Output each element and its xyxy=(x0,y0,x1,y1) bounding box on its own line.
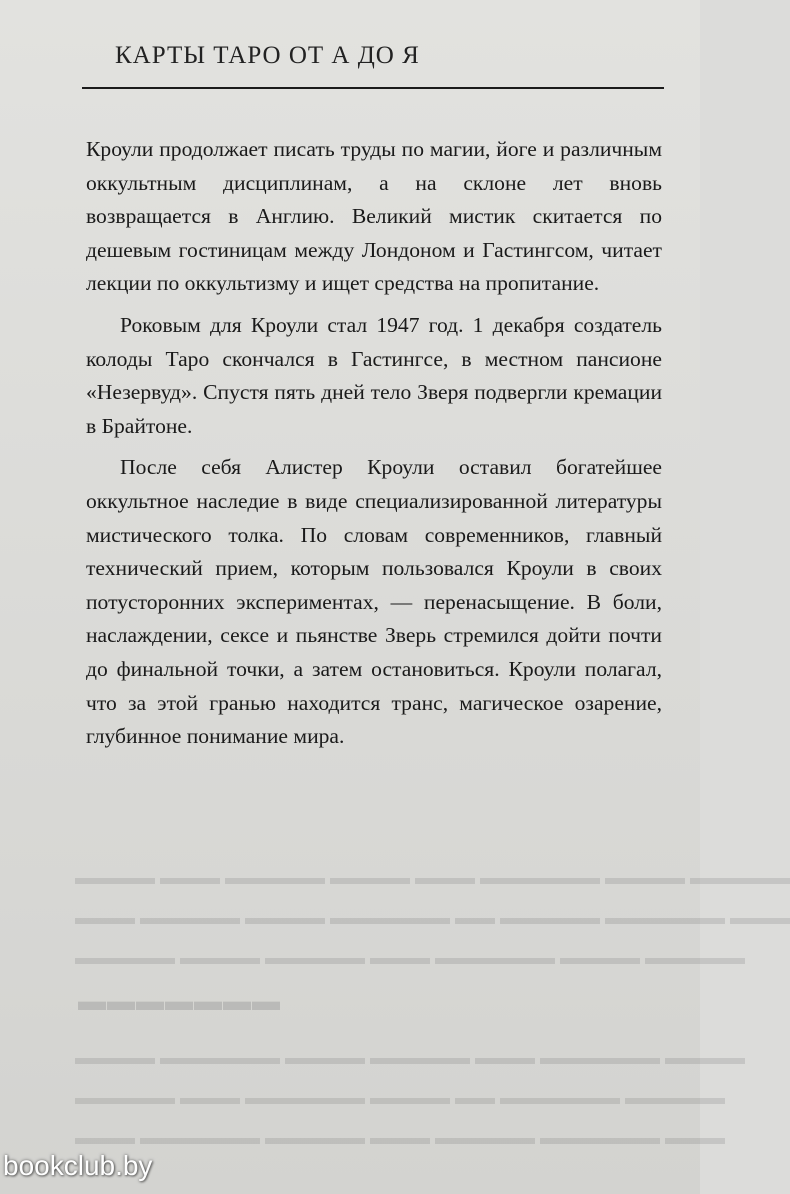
paragraph-3: После себя Алистер Кроули оставил богатейшее оккультное наследие в виде специализированной литературы мистического толка. По словам современников, главный технический прием, которым пользовался Кроули в своих потусторонних экспериментах, — перенасыщение. В боли, наслаждении, сексе и пьянстве Зверь стремился дойти почти до финальной точки, а затем остановиться. Кроули полагал, что за этой гранью находится транс, магическое озарение, глубинное понимание мира. xyxy=(86,455,662,749)
show-through-heading: ▬▬▬▬▬▬▬ xyxy=(78,986,281,1017)
running-head: КАРТЫ ТАРО ОТ А ДО Я xyxy=(115,42,420,69)
paragraph-1: Кроули продолжает писать труды по магии, йоге и различным оккультным дисциплинам, а на склоне лет вновь возвращается в Англию. Великий мистик скитается по дешевым гостиницам между Лондоном и Гастингсом, читает лекции по оккультизму и ищет средства на пропитание. xyxy=(86,137,662,296)
paragraph-2: Роковым для Кроули стал 1947 год. 1 декабря создатель колоды Таро скончался в Гастингсе, в местном пансионе «Незервуд». Спустя пять дней тело Зверя подвергли кремации в Брайтоне. xyxy=(86,312,662,438)
show-through-line: ▬▬▬▬▬ ▬▬▬ ▬▬▬▬▬▬ ▬▬▬▬ ▬▬ ▬▬▬▬▬▬ ▬▬▬▬▬ xyxy=(75,1087,725,1109)
show-through-line: ▬▬▬ ▬▬▬▬▬ ▬▬▬▬ ▬▬▬▬▬▬ ▬▬ ▬▬▬▬▬ ▬▬▬▬▬▬ ▬▬▬ xyxy=(75,907,790,929)
header-rule xyxy=(82,87,664,89)
watermark-logo: bookclub.by xyxy=(3,1150,153,1181)
show-through-line: ▬▬▬ ▬▬▬▬▬▬ ▬▬▬▬▬ ▬▬▬ ▬▬▬▬▬ ▬▬▬▬▬▬ ▬▬▬ xyxy=(75,1127,725,1149)
show-through-line: ▬▬▬▬▬ ▬▬▬▬ ▬▬▬▬▬ ▬▬▬ ▬▬▬▬▬▬ ▬▬▬▬ ▬▬▬▬▬ xyxy=(75,947,745,969)
show-through-line: ▬▬▬▬ ▬▬▬▬▬▬ ▬▬▬▬ ▬▬▬▬▬ ▬▬▬ ▬▬▬▬▬▬ ▬▬▬▬ xyxy=(75,1047,745,1069)
body-text xyxy=(86,133,662,762)
show-through-line: ▬▬▬▬ ▬▬▬ ▬▬▬▬▬ ▬▬▬▬ ▬▬▬ ▬▬▬▬▬▬ ▬▬▬▬ ▬▬▬▬▬ xyxy=(75,867,790,889)
